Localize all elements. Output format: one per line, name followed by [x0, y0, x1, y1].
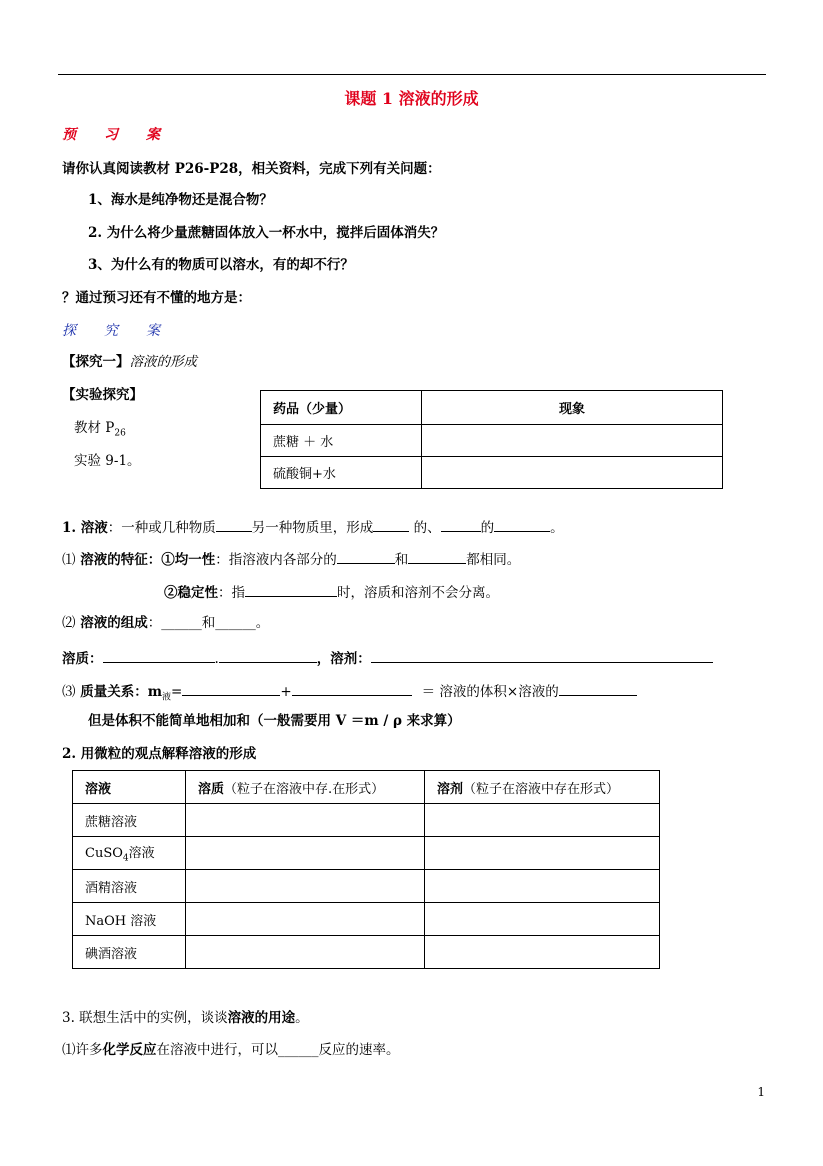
text: 和	[394, 552, 409, 568]
blank[interactable]	[182, 683, 280, 696]
blank[interactable]	[494, 519, 550, 532]
table-row	[73, 936, 660, 969]
text: 反应的速率。	[318, 1042, 400, 1058]
text: 。	[550, 520, 564, 536]
text: .	[214, 651, 219, 667]
table-cell: 蔗糖溶液	[73, 804, 186, 837]
question-3: 3、为什么有的物质可以溶水，有的却不行？	[88, 257, 354, 273]
item-number: ⑵	[62, 615, 76, 631]
text: ：指	[218, 585, 245, 601]
table-cell-empty[interactable]	[186, 837, 425, 870]
header-rule	[58, 74, 766, 75]
section-3-title	[62, 1012, 309, 1026]
blank[interactable]	[337, 551, 395, 564]
item-number: ⑴	[62, 552, 76, 568]
explore-1-title: 溶液的形成	[129, 354, 197, 370]
text: 溶液	[128, 846, 155, 862]
table-cell: NaOH 溶液	[73, 903, 186, 936]
intro-text: 请你认真阅读教材 P26-P28，相关资料，完成下列有关问题：	[62, 161, 441, 177]
feature-label: ②稳定性	[164, 585, 218, 601]
table-row	[261, 391, 723, 425]
formula-subscript: 4	[122, 853, 129, 864]
table-cell-empty[interactable]	[186, 936, 425, 969]
table-row	[261, 457, 723, 489]
text: 许多	[75, 1042, 103, 1058]
feature-label: 溶液的特征：①均一性	[75, 552, 216, 568]
text: 时，溶质和溶剂不会分离。	[337, 585, 499, 601]
section-3-item-1	[62, 1044, 400, 1058]
section-1-label: 1. 溶液	[62, 520, 108, 536]
table-header-solvent	[425, 771, 660, 804]
table-cell: 硫酸铜+水	[261, 457, 422, 489]
section-1e-mass-relation	[62, 683, 637, 703]
text: ＝ 溶液的体积×溶液的	[421, 684, 559, 700]
unclear-prompt: ？通过预习还有不懂的地方是：	[62, 290, 251, 306]
blank[interactable]	[216, 519, 252, 532]
text: 的	[480, 520, 495, 536]
header-bold: 溶剂	[437, 781, 464, 797]
experiment-ref: 实验 9-1。	[74, 453, 141, 469]
table-row	[73, 771, 660, 804]
particle-table	[72, 770, 660, 969]
text: 。	[295, 1010, 309, 1026]
question-1: 1、海水是纯净物还是混合物？	[88, 192, 273, 208]
section-1b-stability	[164, 584, 499, 601]
section-1d-solute-solvent	[62, 650, 713, 667]
preview-heading: 预 习 案	[62, 127, 160, 143]
text: 在溶液中进行，可以	[156, 1042, 278, 1058]
header-bold: 溶质	[198, 781, 225, 797]
blank[interactable]	[373, 519, 409, 532]
explore-heading: 探 究 案	[62, 323, 160, 339]
blank-text[interactable]: ______	[278, 1042, 319, 1058]
table-cell-empty[interactable]	[425, 837, 660, 870]
section-2-title: 2. 用微粒的观点解释溶液的形成	[62, 746, 257, 762]
blank[interactable]	[441, 519, 481, 532]
table-header-solution: 溶液	[73, 771, 186, 804]
text: 都相同。	[466, 552, 521, 568]
table-cell-empty[interactable]	[186, 804, 425, 837]
table-cell-empty[interactable]	[425, 903, 660, 936]
section-1c-composition	[62, 617, 269, 631]
table-cell: 碘酒溶液	[73, 936, 186, 969]
table-row	[261, 425, 723, 457]
experiment-label: 【实验探究】	[62, 387, 143, 403]
explore-1-bracket: 【探究一】	[62, 354, 130, 370]
item-number: ⑴	[62, 1042, 76, 1058]
composition-label: 溶液的组成	[75, 615, 148, 631]
blank-text[interactable]: ______和______。	[161, 615, 270, 631]
table-row	[73, 903, 660, 936]
explore-1-heading	[62, 356, 197, 370]
text: 3. 联想生活中的实例，谈谈	[62, 1010, 228, 1026]
page-title: 课题 1 溶液的形成	[344, 89, 479, 108]
text: ：	[147, 615, 162, 631]
page-number: 1	[757, 1085, 765, 1099]
blank[interactable]	[219, 650, 317, 663]
blank[interactable]	[103, 650, 215, 663]
table-cell-empty[interactable]	[425, 936, 660, 969]
text: ：指溶液内各部分的	[215, 552, 337, 568]
table-row	[73, 804, 660, 837]
table-cell	[73, 837, 186, 870]
blank[interactable]	[371, 650, 713, 663]
table-cell-empty[interactable]	[425, 804, 660, 837]
text: 另一种物质里，形成	[251, 520, 374, 536]
table-cell: 酒精溶液	[73, 870, 186, 903]
text: +	[280, 684, 292, 700]
table-cell-empty[interactable]	[186, 903, 425, 936]
blank[interactable]	[245, 584, 337, 597]
table-cell-empty[interactable]	[186, 870, 425, 903]
mass-subscript: 液	[162, 692, 172, 703]
table-cell-empty[interactable]	[425, 870, 660, 903]
text: ：一种或几种物质	[107, 520, 216, 536]
text: =	[171, 684, 183, 700]
header-note: （粒子在溶液中存.在形式）	[224, 781, 385, 797]
mass-symbol: m	[147, 684, 162, 700]
experiment-table	[260, 390, 723, 489]
blank[interactable]	[292, 683, 412, 696]
table-cell-empty[interactable]	[422, 457, 723, 489]
table-cell-empty[interactable]	[422, 425, 723, 457]
blank[interactable]	[559, 683, 637, 696]
formula: CuSO	[85, 846, 123, 862]
header-note: （粒子在溶液中存在形式）	[463, 781, 620, 797]
solvent-label: ，溶剂：	[316, 651, 371, 667]
textbook-ref-text: 教材 P	[74, 420, 115, 436]
solute-label: 溶质：	[62, 651, 103, 667]
uses-label: 溶液的用途	[227, 1010, 296, 1026]
textbook-ref	[74, 422, 126, 439]
table-header-reagent: 药品（少量）	[261, 391, 422, 425]
table-header-solute	[186, 771, 425, 804]
item-number: ⑶	[62, 684, 76, 700]
mass-relation-label: 质量关系：	[75, 684, 148, 700]
textbook-ref-page: 26	[114, 428, 126, 439]
blank[interactable]	[408, 551, 466, 564]
table-cell: 蔗糖 ＋ 水	[261, 425, 422, 457]
reaction-label: 化学反应	[102, 1042, 157, 1058]
text: 的、	[409, 520, 441, 536]
volume-note: 但是体积不能简单地相加和（一般需要用 V ＝m / ρ 来求算）	[88, 713, 461, 729]
question-2: 2. 为什么将少量蔗糖固体放入一杯水中，搅拌后固体消失？	[88, 225, 445, 241]
section-1-definition	[62, 519, 564, 536]
section-1a-features	[62, 551, 520, 568]
table-header-phenomenon: 现象	[422, 391, 723, 425]
table-row	[73, 837, 660, 870]
table-row	[73, 870, 660, 903]
